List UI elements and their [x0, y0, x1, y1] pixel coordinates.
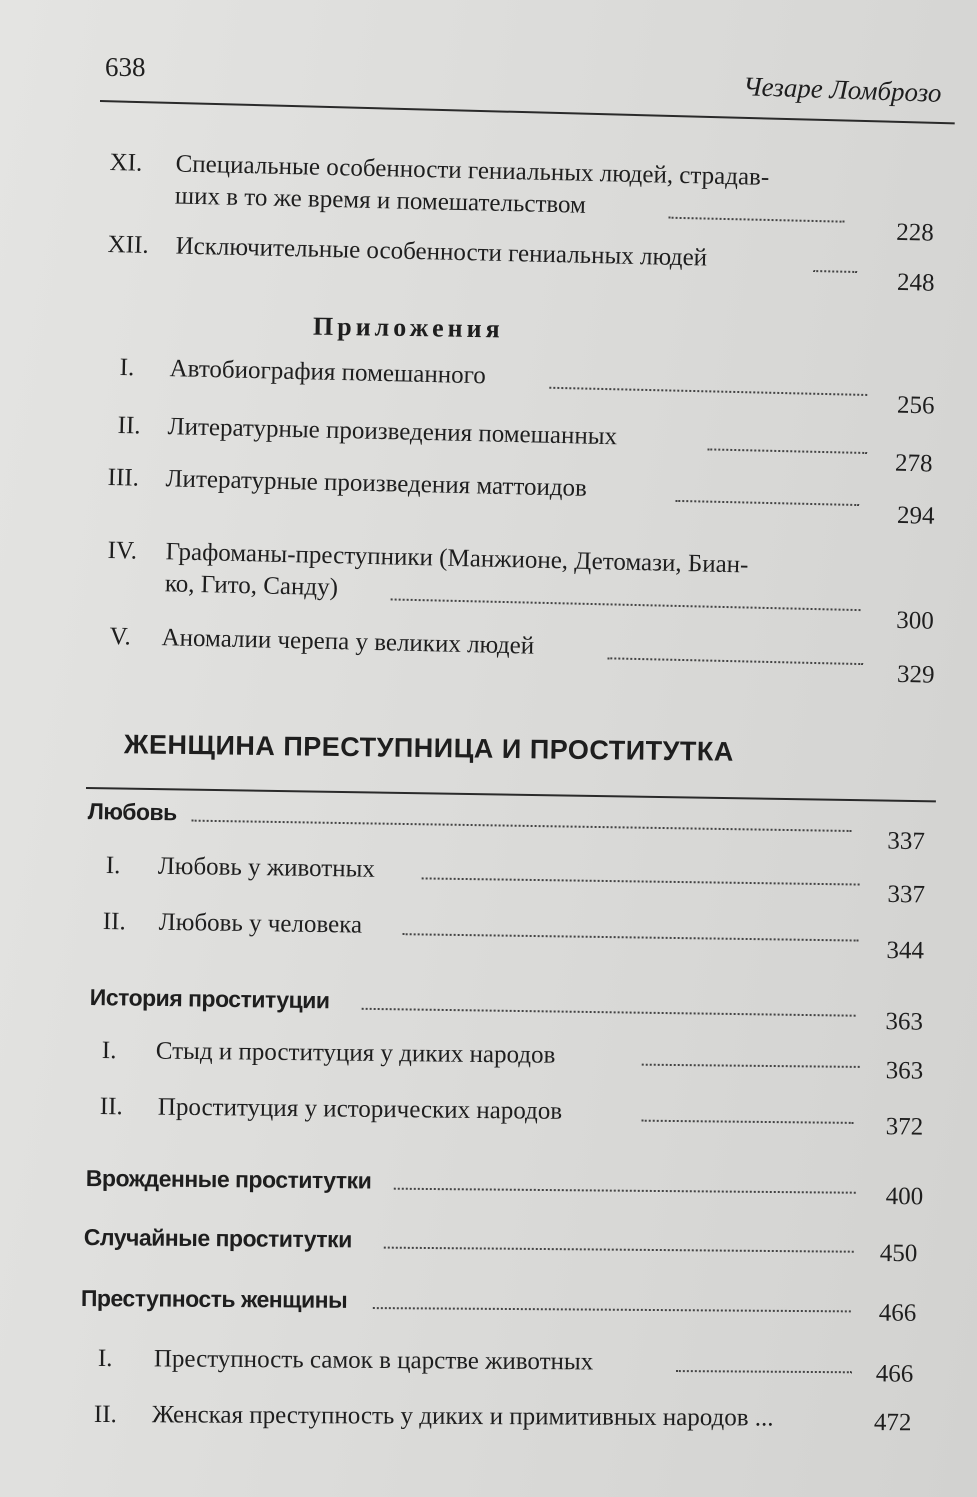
entry-number: I.: [105, 851, 121, 880]
entry-number: II.: [99, 1093, 123, 1121]
dot-leader: [607, 657, 863, 665]
dot-leader: [813, 270, 857, 273]
entry-title: Случайные проститутки: [83, 1223, 352, 1253]
entry-number: IV.: [107, 536, 138, 565]
entry-number: I.: [119, 353, 135, 382]
dot-leader: [403, 933, 859, 941]
section-rule: [86, 787, 936, 802]
entry-number: II.: [102, 907, 126, 936]
entry-title: Стыд и проституция у диких народов: [155, 1037, 556, 1069]
entry-number: V.: [109, 622, 132, 651]
entry-page: 400: [885, 1182, 924, 1211]
dot-leader: [192, 820, 852, 832]
entry-page: 472: [873, 1409, 912, 1437]
dot-leader: [422, 877, 860, 885]
entry-page: 300: [895, 606, 935, 635]
dot-leader: [394, 1188, 856, 1194]
dot-leader: [642, 1120, 854, 1124]
entry-title-continued: ко, Гито, Санду): [164, 570, 339, 602]
entry-title: Преступность самок в царстве животных: [153, 1345, 594, 1376]
entry-title: Исключительные особенности гениальных людей: [175, 232, 708, 272]
entry-page: 329: [896, 660, 935, 689]
entry-page: 278: [894, 449, 933, 478]
entry-number: XII.: [107, 230, 149, 259]
dot-leader: [373, 1307, 851, 1312]
entry-title: Женская преступность у диких и примитивных народов ...: [151, 1401, 774, 1432]
dot-leader: [707, 448, 867, 454]
entry-number: I.: [101, 1037, 117, 1065]
entry-title: Любовь: [87, 797, 177, 826]
section-heading-appendices: Приложения: [312, 311, 504, 344]
entry-number: II.: [93, 1401, 117, 1429]
entry-number: XI.: [109, 148, 143, 177]
dot-leader: [362, 1008, 856, 1017]
entry-page: 337: [887, 827, 926, 856]
entry-title: Литературные произведения помешанных: [167, 413, 618, 451]
entry-page: 450: [879, 1239, 918, 1268]
entry-title: Проституция у исторических народов: [157, 1093, 563, 1125]
entry-page: 337: [887, 880, 926, 909]
entry-title: Любовь у животных: [157, 852, 376, 883]
entry-page: 228: [895, 218, 935, 247]
entry-title: Врожденные проститутки: [85, 1164, 372, 1194]
entry-page: 248: [896, 268, 935, 297]
entry-title: Литературные произведения маттоидов: [165, 465, 588, 502]
entry-number: I.: [97, 1345, 113, 1373]
entry-title-continued: ших в то же время и помешательством: [174, 182, 587, 219]
entry-page: 363: [885, 1008, 924, 1036]
dot-leader: [642, 1064, 860, 1068]
entry-title: Аномалии черепа у великих людей: [161, 624, 535, 660]
entry-page: 372: [885, 1113, 924, 1141]
entry-title: Специальные особенности гениальных людей, страдав-: [175, 150, 770, 191]
entry-page: 363: [885, 1057, 924, 1085]
running-header-author: Чезаре Ломброзо: [742, 71, 942, 108]
dot-leader: [384, 1247, 854, 1253]
entry-number: II.: [117, 411, 141, 440]
entry-title: История проституции: [89, 983, 330, 1014]
entry-page: 294: [896, 501, 935, 530]
dot-leader: [669, 217, 845, 223]
dot-leader: [391, 598, 861, 611]
section-heading-woman: ЖЕНЩИНА ПРЕСТУПНИЦА И ПРОСТИТУТКА: [123, 729, 735, 767]
entry-page: 256: [896, 391, 935, 420]
dot-leader: [676, 1370, 852, 1373]
entry-title: Преступность женщины: [80, 1285, 348, 1313]
entry-title: Автобиография помешанного: [169, 355, 487, 390]
dot-leader: [549, 387, 867, 396]
entry-page: 344: [886, 936, 925, 965]
entry-number: III.: [107, 463, 140, 492]
dot-leader: [675, 500, 859, 506]
entry-page: 466: [878, 1299, 917, 1327]
entry-title: Графоманы-преступники (Манжионе, Детомази, Биан-: [165, 538, 749, 579]
entry-title: Любовь у человека: [158, 908, 363, 939]
entry-page: 466: [875, 1360, 914, 1388]
page-number: 638: [105, 52, 146, 82]
